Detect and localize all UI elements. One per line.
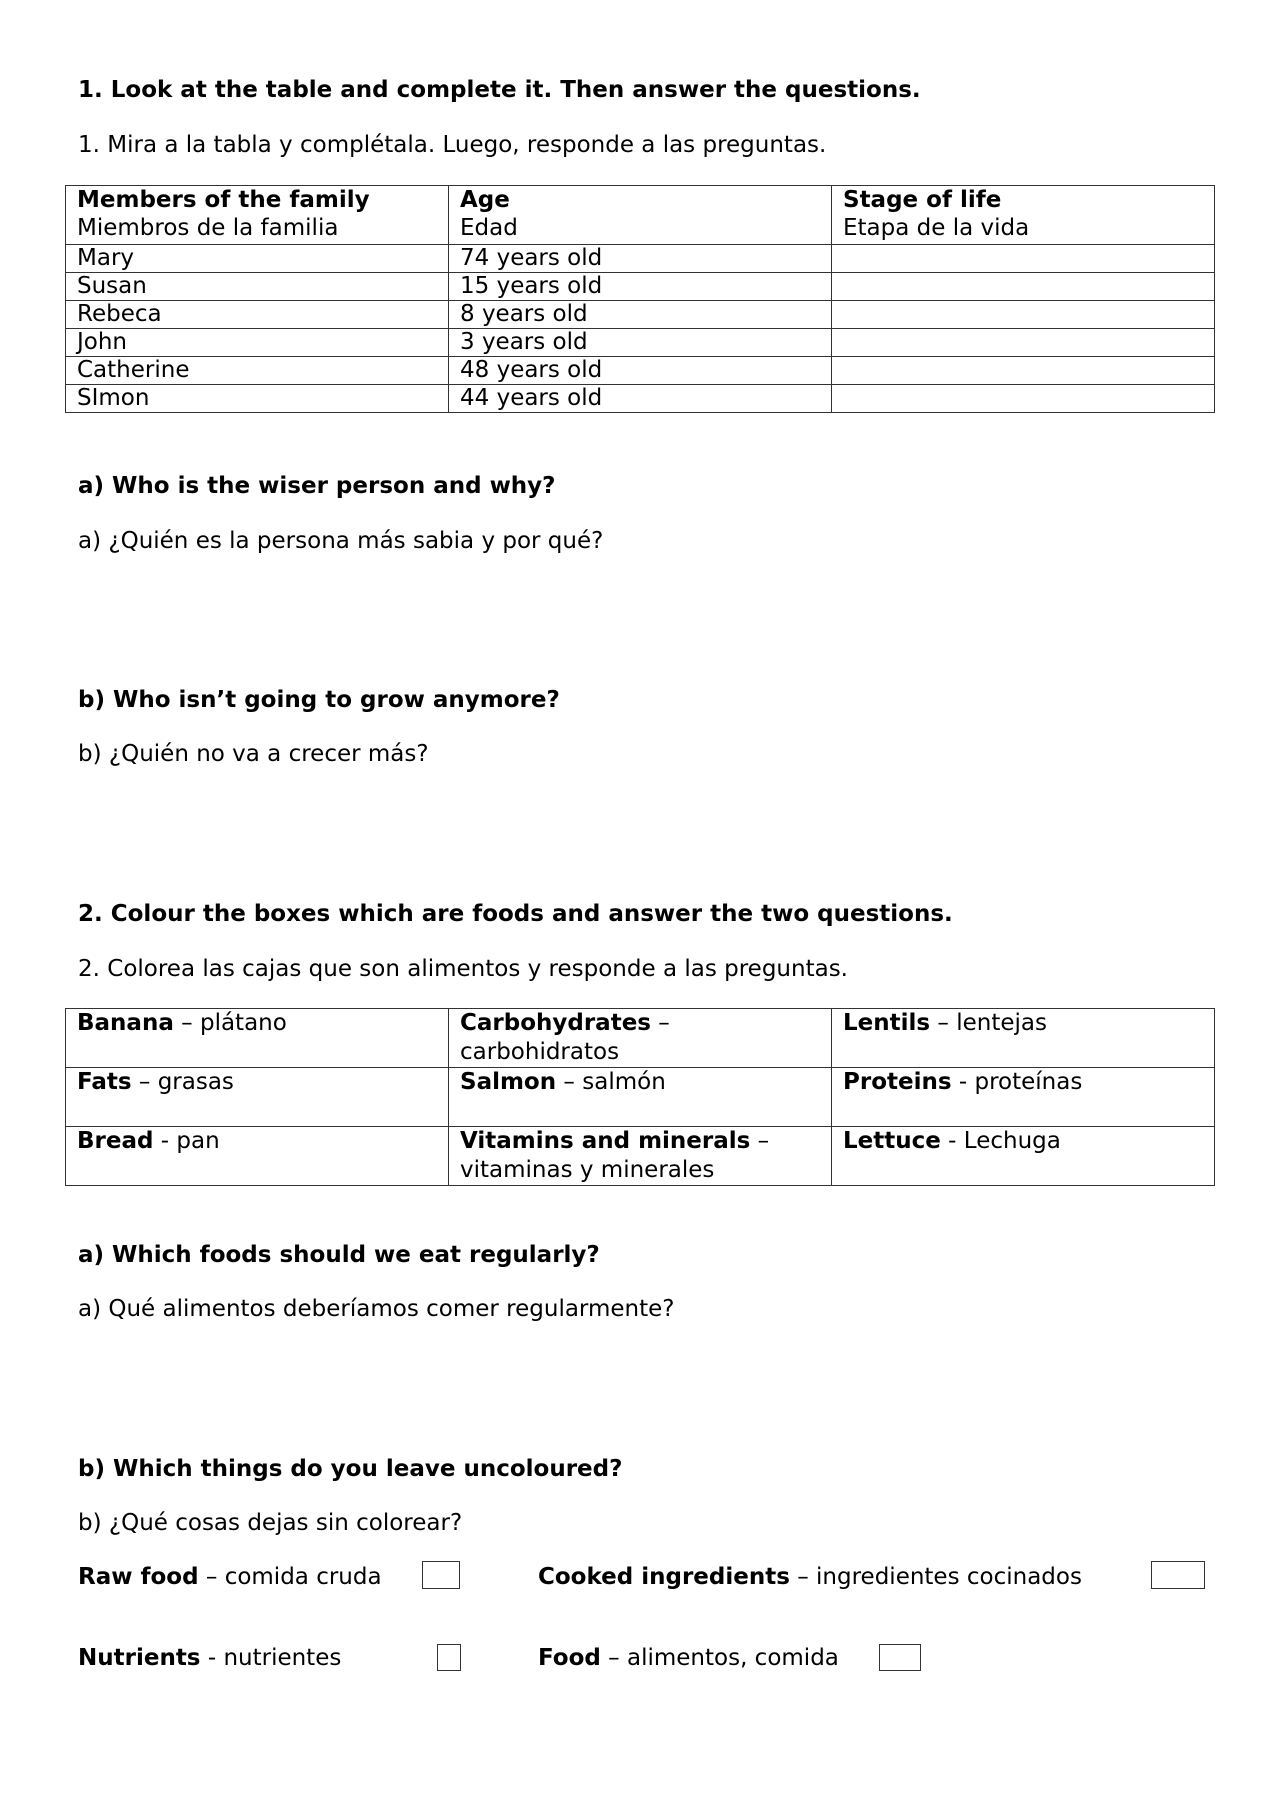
header-age bbox=[449, 186, 832, 245]
header-stage bbox=[832, 186, 1215, 245]
age-cell: 74 years old bbox=[449, 245, 832, 273]
food-translation: vitaminas y minerales bbox=[460, 1157, 715, 1183]
member-cell: SImon bbox=[66, 385, 449, 413]
food-box-vitamins-minerals[interactable] bbox=[449, 1127, 832, 1186]
stage-cell[interactable] bbox=[832, 357, 1215, 385]
table-row bbox=[66, 1068, 1215, 1127]
option-food bbox=[538, 1644, 839, 1672]
separator: – bbox=[556, 1069, 583, 1095]
age-cell: 3 years old bbox=[449, 329, 832, 357]
food-term: Lentils bbox=[843, 1010, 931, 1036]
checkbox-cooked-ingredients[interactable] bbox=[1151, 1561, 1205, 1589]
question-2a-translation: a) Qué alimentos deberíamos comer regularmente? bbox=[78, 1296, 675, 1322]
food-term: Carbohydrates bbox=[460, 1010, 651, 1036]
food-translation: pan bbox=[176, 1128, 220, 1154]
member-cell: John bbox=[66, 329, 449, 357]
table-row bbox=[66, 1127, 1215, 1186]
food-term: Fats bbox=[77, 1069, 132, 1095]
question-1a-translation: a) ¿Quién es la persona más sabia y por qué? bbox=[78, 528, 604, 554]
food-box-bread[interactable] bbox=[66, 1127, 449, 1186]
food-translation: carbohidratos bbox=[460, 1039, 620, 1065]
age-cell: 8 years old bbox=[449, 301, 832, 329]
section1-title-translation: 1. Mira a la tabla y complétala. Luego, responde a las preguntas. bbox=[78, 132, 827, 158]
question-2a: a) Which foods should we eat regularly? bbox=[78, 1242, 600, 1268]
member-cell: Catherine bbox=[66, 357, 449, 385]
family-table-header-row bbox=[66, 186, 1215, 245]
age-cell: 44 years old bbox=[449, 385, 832, 413]
option-translation: alimentos, comida bbox=[626, 1645, 839, 1671]
option-nutrients bbox=[78, 1644, 341, 1672]
table-row bbox=[66, 301, 1215, 329]
member-cell: Rebeca bbox=[66, 301, 449, 329]
table-row bbox=[66, 385, 1215, 413]
question-1a: a) Who is the wiser person and why? bbox=[78, 473, 556, 499]
separator: – bbox=[198, 1564, 225, 1590]
option-term: Nutrients bbox=[78, 1645, 201, 1671]
family-table bbox=[65, 185, 1215, 413]
food-translation: salmón bbox=[582, 1069, 666, 1095]
separator: - bbox=[951, 1069, 975, 1095]
food-translation: grasas bbox=[157, 1069, 234, 1095]
header-members-es: Miembros de la familia bbox=[77, 215, 339, 241]
table-row bbox=[66, 245, 1215, 273]
section1-title: 1. Look at the table and complete it. Then answer the questions. bbox=[78, 77, 921, 103]
food-term: Bread bbox=[77, 1128, 154, 1154]
food-term: Salmon bbox=[460, 1069, 557, 1095]
header-stage-en: Stage of life bbox=[843, 187, 1002, 213]
option-term: Raw food bbox=[78, 1564, 199, 1590]
food-term: Vitamins and minerals bbox=[460, 1128, 751, 1154]
question-2b: b) Which things do you leave uncoloured? bbox=[78, 1456, 623, 1482]
checkbox-nutrients[interactable] bbox=[437, 1644, 461, 1671]
stage-cell[interactable] bbox=[832, 245, 1215, 273]
separator: – bbox=[930, 1010, 957, 1036]
separator: – bbox=[173, 1010, 200, 1036]
stage-cell[interactable] bbox=[832, 301, 1215, 329]
food-translation: Lechuga bbox=[963, 1128, 1061, 1154]
header-members-en: Members of the family bbox=[77, 187, 370, 213]
table-row bbox=[66, 273, 1215, 301]
question-2b-translation: b) ¿Qué cosas dejas sin colorear? bbox=[78, 1510, 463, 1536]
food-translation: plátano bbox=[199, 1010, 287, 1036]
member-cell: Susan bbox=[66, 273, 449, 301]
header-age-es: Edad bbox=[460, 215, 518, 241]
member-cell: Mary bbox=[66, 245, 449, 273]
food-term: Banana bbox=[77, 1010, 174, 1036]
food-box-carbohydrates[interactable] bbox=[449, 1009, 832, 1068]
food-box-proteins[interactable] bbox=[832, 1068, 1215, 1127]
option-raw-food bbox=[78, 1563, 382, 1591]
food-box-banana[interactable] bbox=[66, 1009, 449, 1068]
checkbox-food[interactable] bbox=[879, 1644, 921, 1671]
food-box-fats[interactable] bbox=[66, 1068, 449, 1127]
food-translation: lentejas bbox=[956, 1010, 1047, 1036]
separator: – bbox=[789, 1564, 817, 1590]
header-members bbox=[66, 186, 449, 245]
option-translation: comida cruda bbox=[224, 1564, 382, 1590]
separator: – bbox=[131, 1069, 158, 1095]
option-term: Food bbox=[538, 1645, 601, 1671]
section2-title-translation: 2. Colorea las cajas que son alimentos y responde a las preguntas. bbox=[78, 956, 848, 982]
option-translation: nutrientes bbox=[223, 1645, 342, 1671]
header-age-en: Age bbox=[460, 187, 510, 213]
age-cell: 15 years old bbox=[449, 273, 832, 301]
stage-cell[interactable] bbox=[832, 329, 1215, 357]
section2-title: 2. Colour the boxes which are foods and answer the two questions. bbox=[78, 901, 953, 927]
food-box-lettuce[interactable] bbox=[832, 1127, 1215, 1186]
food-translation: proteínas bbox=[974, 1069, 1083, 1095]
header-stage-es: Etapa de la vida bbox=[843, 215, 1030, 241]
table-row bbox=[66, 1009, 1215, 1068]
question-1b-translation: b) ¿Quién no va a crecer más? bbox=[78, 741, 429, 767]
foods-table bbox=[65, 1008, 1215, 1186]
food-term: Lettuce bbox=[843, 1128, 941, 1154]
checkbox-raw-food[interactable] bbox=[422, 1561, 460, 1589]
food-box-lentils[interactable] bbox=[832, 1009, 1215, 1068]
option-term: Cooked ingredients bbox=[538, 1564, 790, 1590]
separator: - bbox=[153, 1128, 177, 1154]
separator: – bbox=[651, 1010, 670, 1036]
stage-cell[interactable] bbox=[832, 385, 1215, 413]
food-term: Proteins bbox=[843, 1069, 952, 1095]
option-translation: ingredientes cocinados bbox=[816, 1564, 1082, 1590]
separator: - bbox=[940, 1128, 964, 1154]
stage-cell[interactable] bbox=[832, 273, 1215, 301]
age-cell: 48 years old bbox=[449, 357, 832, 385]
table-row bbox=[66, 357, 1215, 385]
separator: - bbox=[200, 1645, 224, 1671]
separator: – bbox=[750, 1128, 770, 1154]
question-1b: b) Who isn’t going to grow anymore? bbox=[78, 687, 560, 713]
food-box-salmon[interactable] bbox=[449, 1068, 832, 1127]
option-cooked-ingredients bbox=[538, 1563, 1082, 1591]
table-row bbox=[66, 329, 1215, 357]
separator: – bbox=[600, 1645, 627, 1671]
